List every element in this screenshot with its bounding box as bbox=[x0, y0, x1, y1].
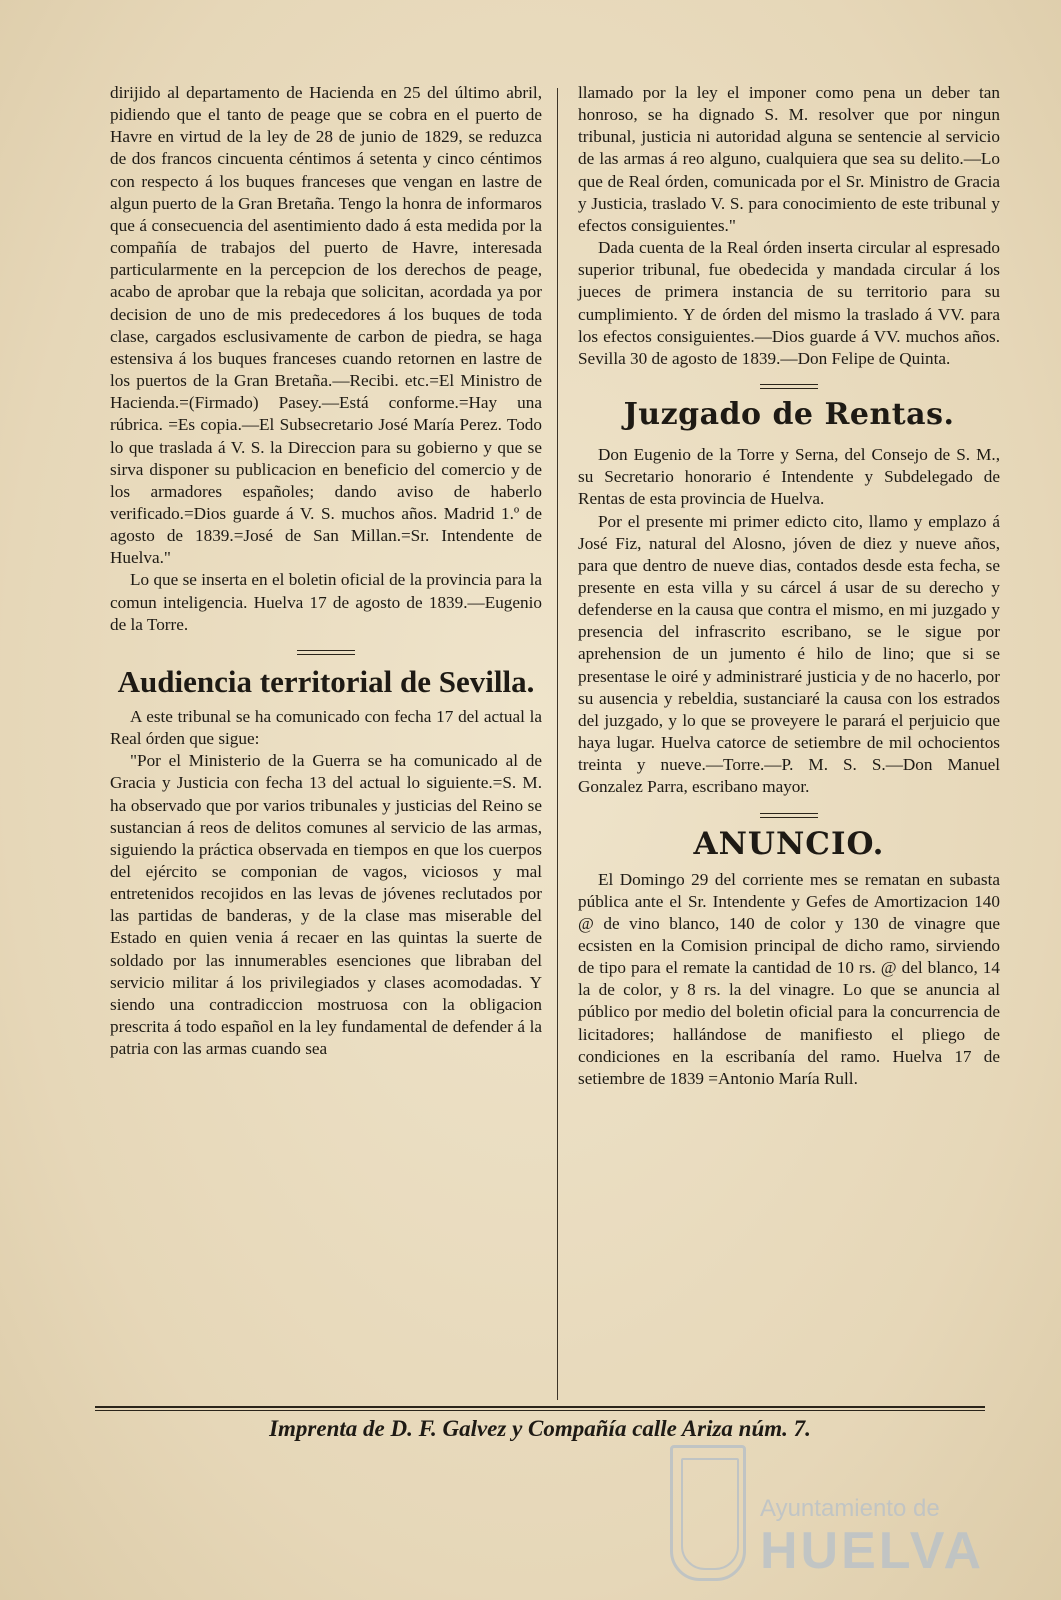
right-paragraph-1: llamado por la ley el imponer como pena un deber tan honroso, se ha dignado S. M. resolver que por ningun tribunal, justicia ni autoridad alguna se sentencie al servicio de las armas á reo alguno, cualquiera que sea su delito.—Lo que de Real órden, comunicada por el Sr. Ministro de Gracia y Justicia, traslado V. S. para conocimiento de este tribunal y efectos consiguientes." bbox=[578, 83, 1000, 235]
watermark bbox=[610, 1445, 1030, 1595]
coat-of-arms-icon bbox=[670, 1445, 746, 1581]
footer-rule bbox=[95, 1406, 985, 1408]
column-divider bbox=[557, 88, 558, 1400]
watermark-line-2: HUELVA bbox=[760, 1522, 985, 1580]
right-paragraph-3: Don Eugenio de la Torre y Serna, del Consejo de S. M., su Secretario honorario é Intendente y Subdelegado de Rentas de esta provincia de Huelva. bbox=[578, 445, 1000, 509]
heading-juzgado: Juzgado de Rentas. bbox=[623, 397, 955, 433]
left-paragraph-2: Lo que se inserta en el boletin oficial de la provincia para la comun inteligencia. Huelva 17 de agosto de 1839.—Eugenio de la Torre. bbox=[110, 570, 542, 634]
left-paragraph-4: "Por el Ministerio de la Guerra se ha comunicado al de Gracia y Justicia con fecha 13 del actual lo siguiente.=S. M. ha observado que por varios tribunales y justicias del Reino se sustancian á reos de delitos comunes al servicio de las armas, siguiendo la práctica observada en tiempos en que los cuerpos del ejército se componian de vagos, viciosos y mal entretenidos recojidos en las levas de jóvenes reclutados por las partidas de banderas, y de la clase mas miserable del Estado en quien venia á recaer en las quintas la suerte de soldado por las innumerables esenciones que libraban del servicio militar á los privilegiados y clases acomodadas. Y siendo una contradiccion mostruosa con la obligacion prescrita á todo español en la ley fundamental de defender á la patria con las armas cuando sea bbox=[110, 751, 542, 1059]
left-paragraph-3: A este tribunal se ha comunicado con fecha 17 del actual la Real órden que sigue: bbox=[110, 706, 542, 749]
section-separator bbox=[110, 642, 542, 660]
right-paragraph-4: Por el presente mi primer edicto cito, llamo y emplazo á José Fiz, natural del Alosno, jóven de diez y nueve años, para que dentro de nueve dias, contados desde esta fecha, se presente en esta villa y su cárcel á usar de su derecho y defenderse en la causa que contra el mismo, en mi juzgado y presencia del infrascrito escribano, se le sigue por aprehension de un jumento é hilo de lino; que si se presentase le oiré y administraré justicia y de no hacerlo, por su ausencia y rebeldia, sustanciaré la causa con los estrados del juzgado, y lo que se proveyere le parará el perjuicio que haya lugar. Huelva catorce de setiembre de mil ochocientos treinta y nueve.—Torre.—P. M. S. S.—Don Manuel Gonzalez Parra, escribano mayor. bbox=[578, 511, 1000, 797]
section-separator bbox=[578, 805, 1000, 823]
section-separator bbox=[578, 376, 1000, 394]
footer-rule-thin bbox=[95, 1410, 985, 1411]
watermark-line-1: Ayuntamiento de bbox=[760, 1495, 940, 1522]
right-paragraph-5: El Domingo 29 del corriente mes se rematan en subasta pública ante el Sr. Intendente y Gefes de Amortizacion 140 @ de vino blanco, 140 de color y 130 de vinagre que ecsisten en la Comision principal de dicho ramo, sirviendo de tipo para el remate la cantidad de 10 rs. @ del blanco, 14 la de color, y 8 rs. la del vinagre. Lo que se anuncia al público por medio del boletin oficial para la concurrencia de licitadores; hallándose de manifiesto el pliego de condiciones en la escribanía del ramo. Huelva 17 de setiembre de 1839 =Antonio María Rull. bbox=[578, 869, 1000, 1088]
right-paragraph-2: Dada cuenta de la Real órden inserta circular al espresado superior tribunal, fue obedecida y mandada circular á los jueces de primera instancia de su territorio para su cumplimiento. Y de órden del mismo la traslado á VV. para los efectos consiguientes.—Dios guarde á VV. muchos años. Sevilla 30 de agosto de 1839.—Don Felipe de Quinta. bbox=[578, 238, 1000, 368]
right-column bbox=[578, 82, 1000, 1090]
heading-anuncio: ANUNCIO. bbox=[693, 825, 885, 862]
left-paragraph-1: dirijido al departamento de Hacienda en 25 del último abril, pidiendo que el tanto de peage que se cobra en el puerto de Havre en virtud de la ley de 28 de junio de 1829, se reduzca de dos francos cincuenta céntimos á setenta y cinco céntimos con respecto á los buques franceses que vengan en lastre de algun puerto de la Gran Bretaña. Tengo la honra de informaros que á consecuencia del asentimiento dado á esta medida por la compañía de trabajos del puerto de Havre, interesada particularmente en la percepcion de los derechos de peage, acabo de aprobar que la rebaja que solicitan, acordada ya por decision de uno de mis predecedores á los buques de toda clase, cargados esclusivamente de carbon de piedra, se haga estensiva á los buques franceses cuando retornen en lastre de los puertos de la Gran Bretaña.—Recibi. etc.=El Ministro de Hacienda.=(Firmado) Pasey.—Está conforme.=Hay una rúbrica. =Es copia.—El Subsecretario José María Perez. Todo lo que traslada á V. S. la Direccion para su gobierno y que se sirva disponer su publicacion en beneficio del comercio y de los armadores españoles; dando aviso de haberlo verificado.=Dios guarde á V. S. muchos años. Madrid 1.º de agosto de 1839.=José de San Millan.=Sr. Intendente de Huelva." bbox=[110, 83, 542, 568]
imprint-line: Imprenta de D. F. Galvez y Compañía calle Ariza núm. 7. bbox=[269, 1416, 811, 1441]
left-column bbox=[110, 82, 542, 1060]
heading-audiencia: Audiencia territorial de Sevilla. bbox=[117, 663, 535, 699]
